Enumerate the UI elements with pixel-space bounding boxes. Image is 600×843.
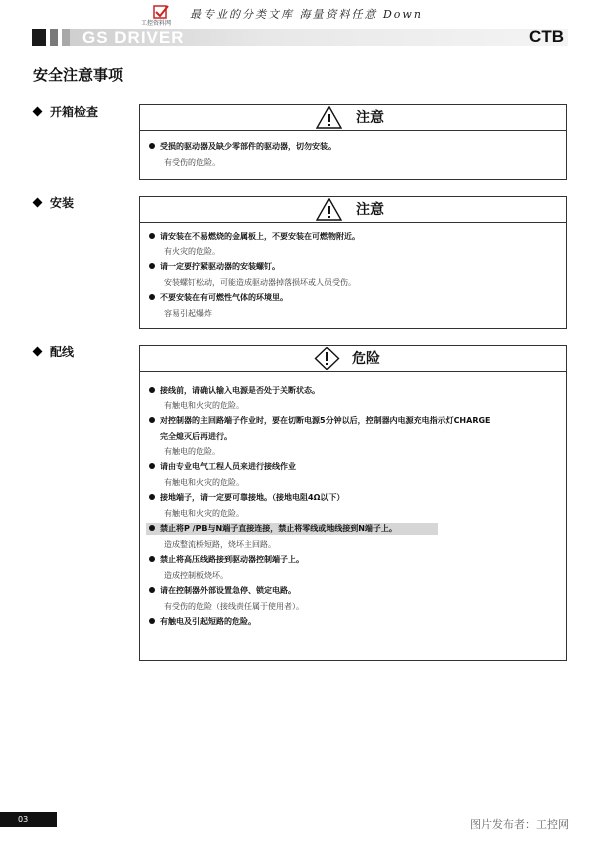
danger-box-wiring <box>139 345 567 661</box>
section-label-installation: 安装 <box>34 194 74 211</box>
box-title: 注意 <box>356 110 384 126</box>
header-bar <box>32 29 568 46</box>
list-item: 请安装在不易燃烧的金属板上，不要安装在可燃物附近。 <box>149 231 562 242</box>
list-item: 请由专业电气工程人员来进行接线作业 <box>149 461 562 472</box>
box-title: 危险 <box>352 351 380 367</box>
list-item-note: 有受伤的危险。 <box>164 158 220 167</box>
page-title: 安全注意事项 <box>33 66 124 84</box>
list-item-note: 有火灾的危险。 <box>164 247 220 256</box>
section-label-unpacking: 开箱检查 <box>34 103 98 120</box>
brand-small-text: 工控资料网 <box>141 20 172 27</box>
list-item-note: 有触电和火灾的危险。 <box>164 401 244 410</box>
section-label-wiring: 配线 <box>34 343 74 360</box>
diamond-bullet-icon <box>33 347 43 357</box>
caution-box-unpacking <box>139 104 567 180</box>
diamond-bullet-icon <box>33 198 43 208</box>
publisher-watermark: 图片发布者：工控网 <box>470 818 569 831</box>
list-item-note: 有触电和火灾的危险。 <box>164 478 244 487</box>
list-item-note: 造成整流桥短路，烧坏主回路。 <box>164 540 276 549</box>
list-item-note: 有受伤的危险（接线责任属于使用者）。 <box>164 602 304 611</box>
list-item: 有触电及引起短路的危险。 <box>149 616 562 627</box>
list-item: 请一定要拧紧驱动器的安装螺钉。 <box>149 261 562 272</box>
header-title: GS DRIVER <box>82 28 185 47</box>
list-item-note: 有触电的危险。 <box>164 447 220 456</box>
list-item-note: 有触电和火灾的危险。 <box>164 509 244 518</box>
warning-triangle-icon <box>316 106 342 129</box>
list-item: 请在控制器外部设置急停、锁定电路。 <box>149 585 562 596</box>
list-item: 接地端子，请一定要可靠接地。（接地电阻4Ω以下） <box>149 492 562 503</box>
slogan-text: 最专业的分类文库 海量资料任意 Down <box>190 8 423 21</box>
list-item-highlighted: 禁止将P /PB与N端子直接连接，禁止将零线或地线接到N端子上。 <box>146 523 438 535</box>
list-item: 受损的驱动器及缺少零部件的驱动器，切勿安装。 <box>149 141 562 152</box>
list-item-continuation: 完全熄灭后再进行。 <box>160 432 232 441</box>
list-item: 禁止将高压线路接到驱动器控制端子上。 <box>149 554 562 565</box>
list-item-note: 安装螺钉松动，可能造成驱动器掉落损坏或人员受伤。 <box>164 278 356 287</box>
diamond-bullet-icon <box>33 107 43 117</box>
list-item: 对控制器的主回路端子作业时，要在切断电源5分钟以后，控制器内电源充电指示灯CHARGE <box>149 415 562 426</box>
caution-box-installation <box>139 196 567 329</box>
page-number: 03 <box>0 812 57 827</box>
warning-triangle-icon <box>316 198 342 221</box>
danger-diamond-icon <box>314 347 340 370</box>
box-title: 注意 <box>356 202 384 218</box>
list-item: 不要安装在有可燃性气体的环境里。 <box>149 292 562 303</box>
list-item-note: 容易引起爆炸 <box>164 309 212 318</box>
list-item-note: 造成控制板烧坏。 <box>164 571 228 580</box>
list-item: 接线前，请确认输入电源是否处于关断状态。 <box>149 385 562 396</box>
header-model-tag: CTB <box>529 27 564 46</box>
